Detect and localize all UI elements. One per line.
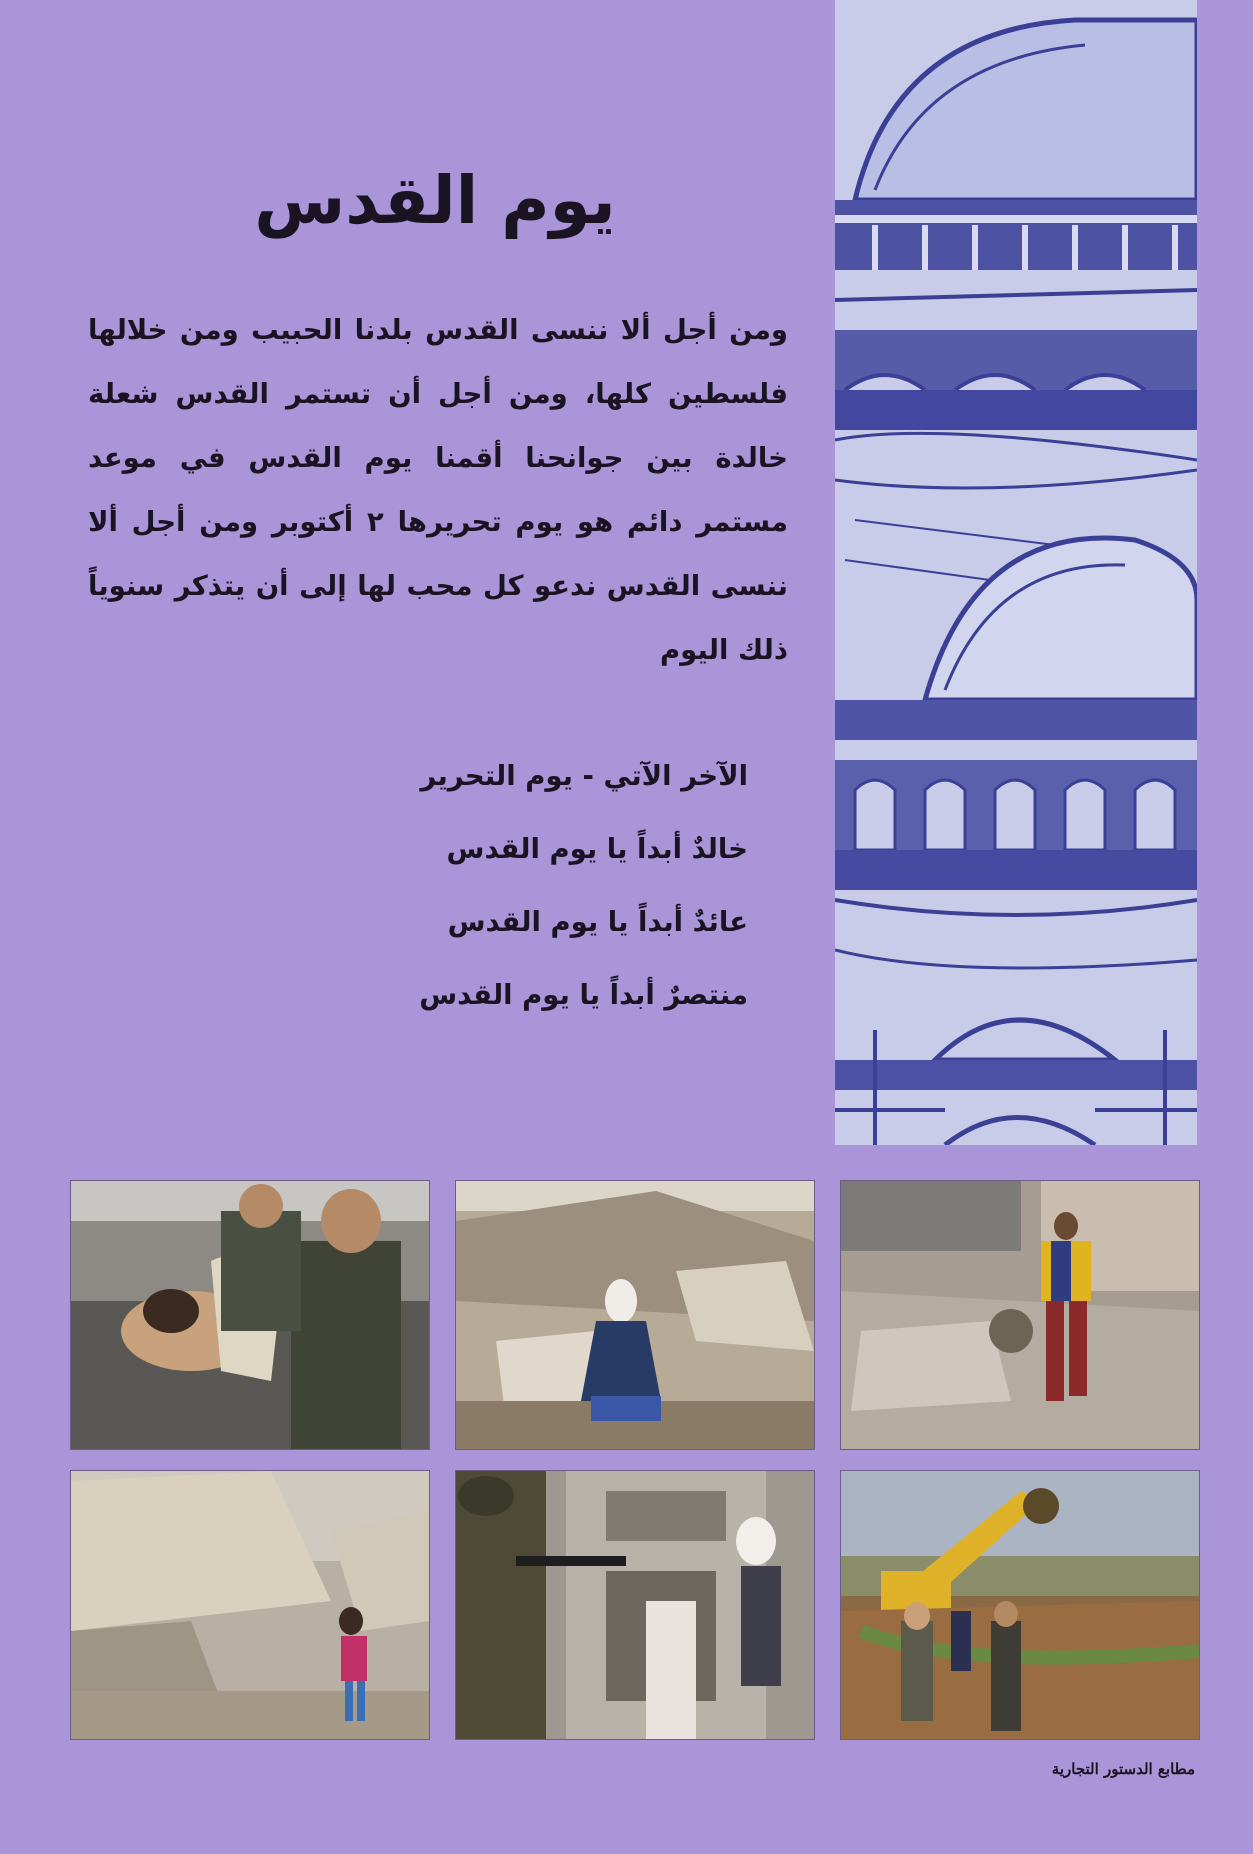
printer-credit: مطابع الدستور التجارية bbox=[1051, 1760, 1195, 1778]
woman-sitting-in-rubble-photo bbox=[455, 1180, 815, 1450]
page-title: يوم القدس bbox=[254, 162, 616, 239]
poem-line: خالدٌ أبداً يا يوم القدس bbox=[446, 833, 748, 865]
soldiers-detaining-youth-photo bbox=[70, 1180, 430, 1450]
bulldozer-field-photo bbox=[840, 1470, 1200, 1740]
intro-paragraph bbox=[88, 298, 788, 682]
intro-paragraph-text: ومن أجل ألا ننسى القدس بلدنا الحبيب ومن خلالها فلسطين كلها، ومن أجل أن تستمر القدس شعلة خالدة بين جوانحنا أقمنا يوم القدس في موعد مستمر دائم هو يوم تحريرها ٢ أكتوبر ومن أجل ألا ننسى القدس ندعو كل محب لها إلى أن يتذكر سنوياً ذلك اليوم bbox=[88, 314, 788, 666]
poem-line: عائدٌ أبداً يا يوم القدس bbox=[447, 906, 748, 938]
soldier-aiming-rifle-photo bbox=[455, 1470, 815, 1740]
dome-of-the-rock-sketch bbox=[835, 0, 1197, 1145]
poem-block bbox=[300, 740, 748, 1032]
poem-line: الآخر الآتي - يوم التحرير bbox=[420, 760, 748, 792]
tent-camp-photo bbox=[70, 1470, 430, 1740]
man-walking-through-demolished-house-photo bbox=[840, 1180, 1200, 1450]
poem-line: منتصرٌ أبداً يا يوم القدس bbox=[419, 979, 748, 1011]
